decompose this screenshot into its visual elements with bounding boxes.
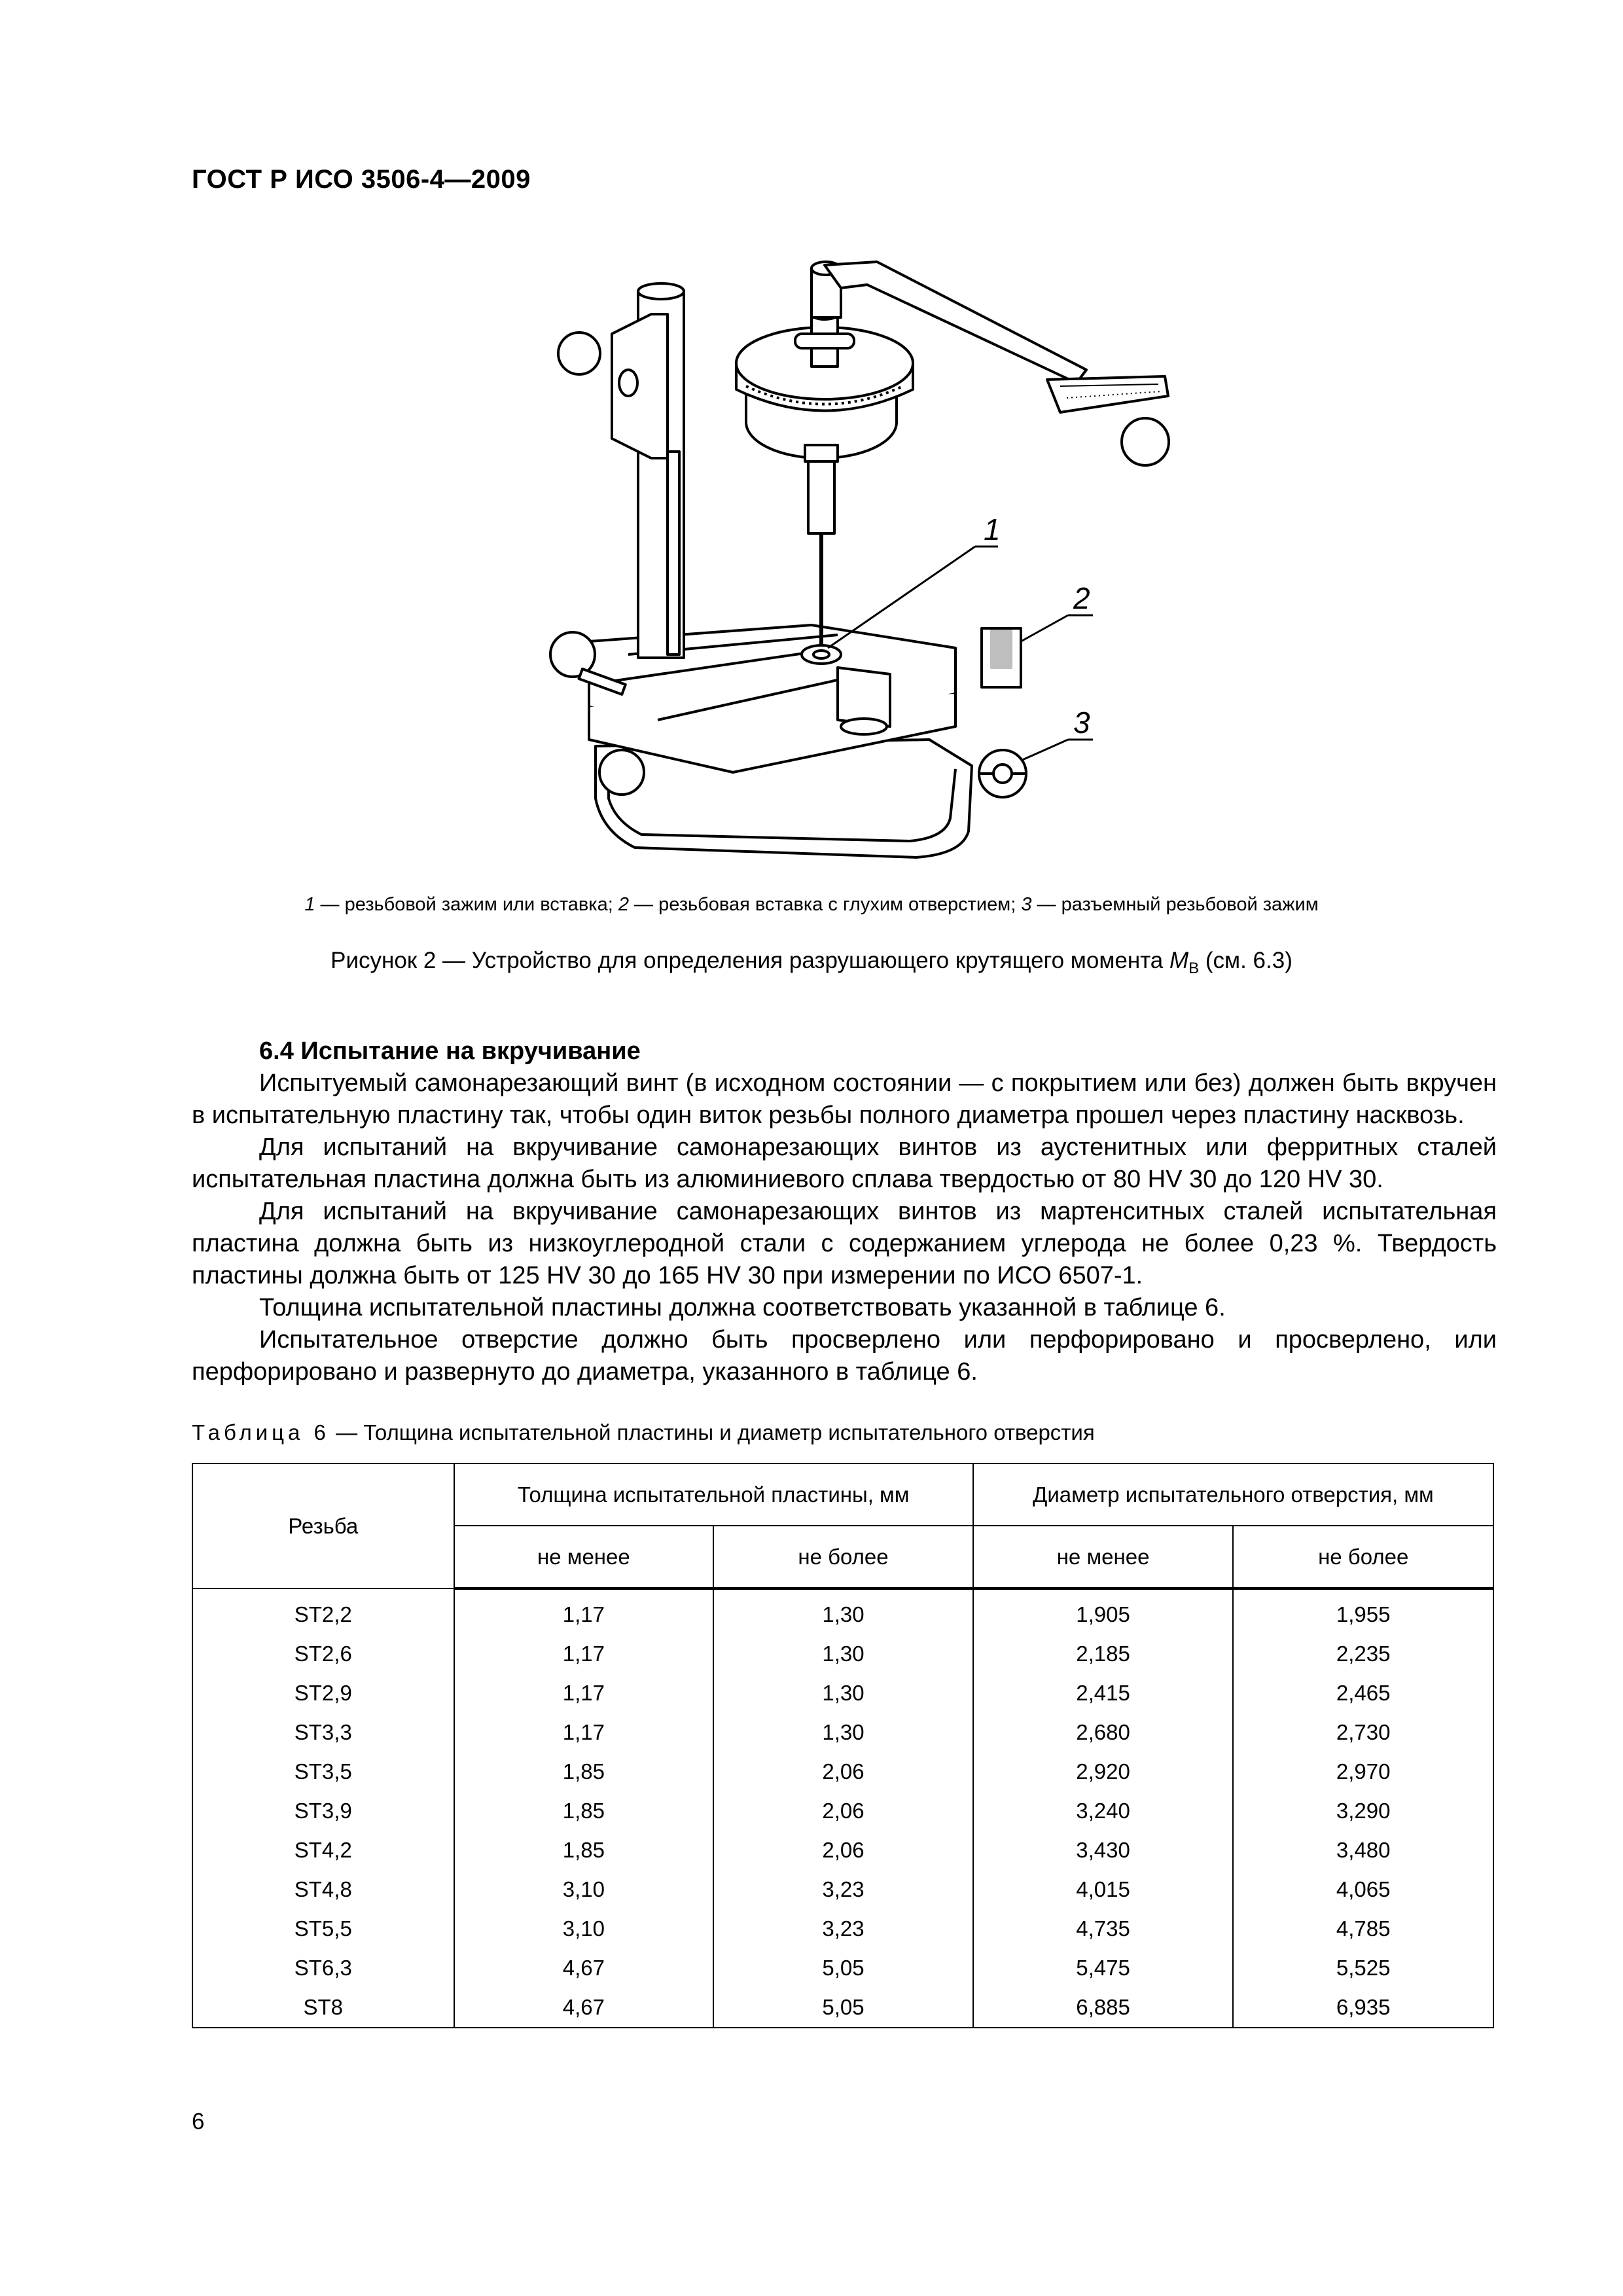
table-cell: 2,06	[713, 1791, 973, 1831]
table-row	[192, 1988, 1493, 2028]
table-cell: 1,905	[973, 1588, 1234, 1634]
section-heading: 6.4 Испытание на вкручивание	[259, 1037, 641, 1065]
table-cell: 1,17	[454, 1588, 714, 1634]
section-6-4	[192, 1035, 1497, 1388]
table-cell: 2,185	[973, 1634, 1234, 1674]
table-cell: 1,30	[713, 1713, 973, 1752]
table-cell: ST2,2	[192, 1588, 454, 1634]
table-cell: ST2,9	[192, 1674, 454, 1713]
paragraph-3: Для испытаний на вкручивание самонарезающих винтов из мартенситных сталей испытательная пластина должна быть из низкоуглеродной стали с содержанием углерода не более 0,23 %. Твердость пластины должна быть от 125 HV 30 до 165 HV 30 при измерении по ИСО 6507-1.	[192, 1198, 1497, 1289]
table-cell: 2,970	[1233, 1752, 1493, 1791]
table-cell: ST5,5	[192, 1909, 454, 1948]
table-cell: ST4,2	[192, 1831, 454, 1870]
table-row	[192, 1791, 1493, 1831]
paragraph-5: Испытательное отверстие должно быть просверлено или перфорировано и просверлено, или перфорировано и развернуто до диаметра, указанного в таблице 6.	[192, 1326, 1497, 1386]
table-row	[192, 1674, 1493, 1713]
header-thickness-max: не более	[713, 1526, 973, 1588]
table-cell: ST3,3	[192, 1713, 454, 1752]
device-figure	[537, 223, 1243, 877]
data-table	[192, 1463, 1494, 2028]
header-diameter-min: не менее	[973, 1526, 1234, 1588]
table-caption-prefix: Таблица 6	[192, 1420, 330, 1444]
table-cell: 3,240	[973, 1791, 1234, 1831]
table-cell: 1,85	[454, 1831, 714, 1870]
table-cell: 4,735	[973, 1909, 1234, 1948]
table-cell: ST4,8	[192, 1870, 454, 1909]
table-cell: 2,06	[713, 1831, 973, 1870]
table-row	[192, 1948, 1493, 1988]
table-cell: 3,23	[713, 1909, 973, 1948]
paragraph-2: Для испытаний на вкручивание самонарезающих винтов из аустенитных или ферритных сталей испытательная пластина должна быть из алюминиевого сплава твердостью от 80 HV 30 до 120 HV 30.	[192, 1134, 1497, 1193]
spindle	[808, 455, 834, 533]
table-body	[192, 1588, 1493, 2028]
document-header: ГОСТ Р ИСО 3506-4—2009	[192, 165, 531, 194]
table-caption-text: — Толщина испытательной пластины и диаметр испытательного отверстия	[329, 1420, 1095, 1444]
header-diameter: Диаметр испытательного отверстия, мм	[973, 1463, 1493, 1526]
table-cell: 1,17	[454, 1634, 714, 1674]
table-cell: 1,85	[454, 1791, 714, 1831]
table-caption	[192, 1420, 1095, 1445]
table-cell: 1,85	[454, 1752, 714, 1791]
table-row	[192, 1831, 1493, 1870]
handle-ball-bottom	[599, 750, 644, 795]
table-cell: 4,015	[973, 1870, 1234, 1909]
table-cell: 3,10	[454, 1909, 714, 1948]
table-cell: 1,30	[713, 1588, 973, 1634]
table-row	[192, 1870, 1493, 1909]
table-cell: 5,525	[1233, 1948, 1493, 1988]
table-cell: 4,785	[1233, 1909, 1493, 1948]
table-row	[192, 1588, 1493, 1634]
table-cell: 2,465	[1233, 1674, 1493, 1713]
table-cell: ST6,3	[192, 1948, 454, 1988]
table-cell: 2,06	[713, 1752, 973, 1791]
table-cell: 6,935	[1233, 1988, 1493, 2028]
table-cell: 2,920	[973, 1752, 1234, 1791]
table-cell: ST2,6	[192, 1634, 454, 1674]
table-cell: 2,680	[973, 1713, 1234, 1752]
header-thread: Резьба	[192, 1463, 454, 1588]
header-diameter-max: не более	[1233, 1526, 1493, 1588]
table-row	[192, 1634, 1493, 1674]
table-cell: 3,10	[454, 1870, 714, 1909]
table-cell: 1,30	[713, 1674, 973, 1713]
table-cell: 4,065	[1233, 1870, 1493, 1909]
table-cell: 5,05	[713, 1948, 973, 1988]
table-cell: 5,475	[973, 1948, 1234, 1988]
callout-2: 2	[1073, 581, 1090, 615]
table-row	[192, 1713, 1493, 1752]
table-cell: ST8	[192, 1988, 454, 2028]
table-cell: 2,235	[1233, 1634, 1493, 1674]
figure-legend: 1 — резьбовой зажим или вставка; 2 — резьбовая вставка с глухим отверстием; 3 — разъемный резьбовой зажим	[304, 894, 1319, 915]
callout-1: 1	[984, 512, 1001, 547]
device-illustration	[537, 223, 1243, 877]
table-cell: 1,17	[454, 1674, 714, 1713]
header-thickness-min: не менее	[454, 1526, 714, 1588]
torque-scale	[1047, 376, 1168, 412]
header-thickness: Толщина испытательной пластины, мм	[454, 1463, 973, 1526]
table-cell: 2,415	[973, 1674, 1234, 1713]
table-cell: 6,885	[973, 1988, 1234, 2028]
table-cell: 5,05	[713, 1988, 973, 2028]
table-cell: ST3,5	[192, 1752, 454, 1791]
paragraph-4: Толщина испытательной пластины должна соответствовать указанной в таблице 6.	[259, 1294, 1226, 1321]
table-cell: 3,290	[1233, 1791, 1493, 1831]
table-cell: 2,730	[1233, 1713, 1493, 1752]
table-row	[192, 1752, 1493, 1791]
table-row	[192, 1909, 1493, 1948]
table-cell: 1,17	[454, 1713, 714, 1752]
table-cell: 4,67	[454, 1948, 714, 1988]
handle-ball-right	[1122, 418, 1169, 465]
figure-caption: Рисунок 2 — Устройство для определения разрушающего крутящего момента $M_B$ (см. 6.3)	[330, 948, 1293, 977]
table-cell: 4,67	[454, 1988, 714, 2028]
page-number: 6	[192, 2109, 205, 2134]
handle-ball-left-top	[558, 332, 600, 374]
table-cell: 1,955	[1233, 1588, 1493, 1634]
callout-3: 3	[1073, 706, 1090, 740]
table-cell: 1,30	[713, 1634, 973, 1674]
paragraph-1: Испытуемый самонарезающий винт (в исходном состоянии — с покрытием или без) должен быть вкручен в испытательную пластину так, чтобы один виток резьбы полного диаметра прошел через пластину насквозь.	[192, 1069, 1497, 1129]
table-cell: ST3,9	[192, 1791, 454, 1831]
table-cell: 3,430	[973, 1831, 1234, 1870]
table-cell: 3,23	[713, 1870, 973, 1909]
table-cell: 3,480	[1233, 1831, 1493, 1870]
